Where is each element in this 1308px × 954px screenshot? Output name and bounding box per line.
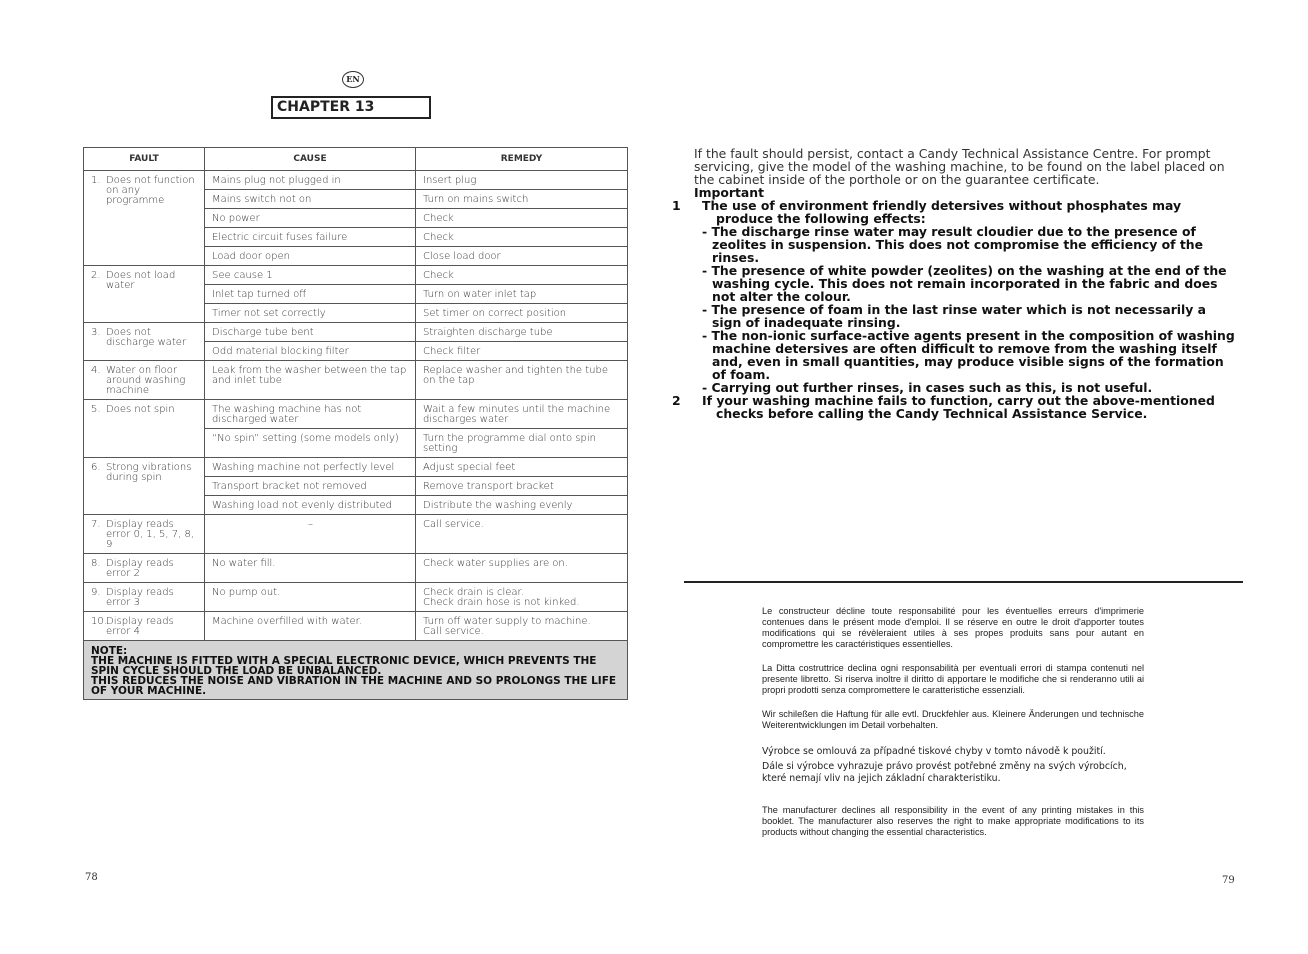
fault-text: Water on floor around washing machine — [106, 365, 186, 396]
remedy-cell: Check filter — [416, 342, 628, 361]
effect-text: The presence of white powder (zeolites) on the washing at the end of the washing cycle. This does not remain incorporated in the fabric and does not alter the colour. — [711, 263, 1227, 304]
cause-cell: – — [205, 515, 416, 554]
item-2-text: If your washing machine fails to function, carry out the above-mentioned checks before calling the Candy Technical Assistance Service. — [702, 393, 1215, 421]
cause-cell: See cause 1 — [205, 266, 416, 285]
note-row — [84, 641, 628, 700]
effect-item — [694, 264, 1239, 303]
fault-text: Does not discharge water — [106, 327, 187, 348]
cause-cell: Mains switch not on — [205, 190, 416, 209]
table-row — [84, 400, 628, 429]
disclaimer-italian: La Ditta costruttrice declina ogni responsabilità per eventuali errori di stampa contenuti nel presente libretto. Si riserva inoltre il diritto di apportare le modifiche che si renderanno utili ai propri prodotti senza compromettere le caratteristiche essenziali. — [762, 663, 1144, 695]
fault-text: Strong vibrations during spin — [106, 462, 192, 483]
remedy-cell: Turn the programme dial onto spin setting — [416, 429, 628, 458]
cause-cell: No pump out. — [205, 583, 416, 612]
cause-cell: Inlet tap turned off — [205, 285, 416, 304]
effect-text: Carrying out further rinses, in cases such as this, is not useful. — [711, 380, 1153, 395]
cause-cell: Machine overfilled with water. — [205, 612, 416, 641]
fault-number: 8. — [91, 558, 101, 569]
cause-cell: The washing machine has not discharged water — [205, 400, 416, 429]
important-item-1 — [672, 198, 1239, 226]
remedy-cell: Turn on water inlet tap — [416, 285, 628, 304]
fault-number: 6. — [91, 462, 101, 473]
table-row — [84, 612, 628, 641]
fault-cell — [84, 266, 205, 323]
fault-text: Display reads error 2 — [106, 558, 174, 579]
remedy-cell: Distribute the washing evenly — [416, 496, 628, 515]
note-cell — [84, 641, 628, 700]
table-row — [84, 361, 628, 400]
header-fault: FAULT — [84, 148, 205, 171]
important-item-2 — [672, 393, 1239, 421]
cause-cell: No water fill. — [205, 554, 416, 583]
cause-cell: Transport bracket not removed — [205, 477, 416, 496]
fault-number: 1. — [91, 175, 101, 186]
fault-cell — [84, 361, 205, 400]
cause-cell: Washing load not evenly distributed — [205, 496, 416, 515]
chapter-title: CHAPTER 13 — [271, 96, 431, 119]
cause-cell: “No spin” setting (some models only) — [205, 429, 416, 458]
horizontal-rule — [684, 581, 1243, 583]
effect-text: The presence of foam in the last rinse water which is not necessarily a sign of inadequate rinsing. — [711, 302, 1207, 330]
fault-cell — [84, 458, 205, 515]
disclaimer-czech-2: Dále si výrobce vyhrazuje právo provést potřebné změny na svých výrobcích, které nemají vliv na jejich základní charakteristiku. — [762, 761, 1127, 784]
cause-cell: Timer not set correctly — [205, 304, 416, 323]
table-row — [84, 583, 628, 612]
fault-number: 2. — [91, 270, 101, 281]
table-body — [84, 171, 628, 641]
fault-cell — [84, 323, 205, 361]
item-2-number: 2 — [672, 393, 681, 408]
cause-cell: Mains plug not plugged in — [205, 171, 416, 190]
fault-text: Does not function on any programme — [106, 175, 195, 206]
cause-cell: Leak from the washer between the tap and inlet tube — [205, 361, 416, 400]
disclaimers — [762, 606, 1144, 851]
dash-marker: - — [702, 380, 712, 395]
effect-text: The discharge rinse water may result cloudier due to the presence of zeolites in suspension. This does not compromise the efficiency of the rinses. — [711, 224, 1204, 265]
remedy-cell: Check — [416, 228, 628, 247]
dash-marker: - — [702, 263, 712, 278]
fault-cell — [84, 583, 205, 612]
fault-number: 3. — [91, 327, 101, 338]
table-row — [84, 554, 628, 583]
fault-number: 4. — [91, 365, 101, 376]
remedy-cell: Set timer on correct position — [416, 304, 628, 323]
page-number-left: 78 — [85, 872, 98, 883]
intro-paragraph: If the fault should persist, contact a Candy Technical Assistance Centre. For prompt servicing, give the model of the washing machine, to be found on the label placed on the cabinet inside of the porthole or on the guarantee certificate. — [694, 146, 1225, 187]
dash-marker: - — [702, 328, 712, 343]
fault-cell — [84, 515, 205, 554]
effect-item — [694, 225, 1239, 264]
fault-number: 10. — [91, 616, 107, 627]
table-row — [84, 323, 628, 342]
fault-number: 5. — [91, 404, 101, 415]
important-heading: Important — [694, 185, 765, 200]
disclaimer-czech-1: Výrobce se omlouvá za případné tiskové chyby v tomto návodě k použití. — [762, 746, 1106, 757]
fault-number: 7. — [91, 519, 101, 530]
effect-text: The non-ionic surface-active agents present in the composition of washing machine detersives are often difficult to remove from the washing itself and, even in small quantities, may produce visible signs of the formation of foam. — [711, 328, 1235, 382]
remedy-cell: Check — [416, 266, 628, 285]
item-1-number: 1 — [672, 198, 681, 213]
remedy-cell: Close load door — [416, 247, 628, 266]
item-1-text: The use of environment friendly detersives without phosphates may produce the following effects: — [702, 198, 1182, 226]
fault-cell — [84, 171, 205, 266]
table-row — [84, 458, 628, 477]
important-section — [672, 146, 1239, 421]
fault-cell — [84, 554, 205, 583]
troubleshooting-table — [83, 147, 628, 700]
remedy-cell: Remove transport bracket — [416, 477, 628, 496]
table-row — [84, 266, 628, 285]
remedy-cell: Adjust special feet — [416, 458, 628, 477]
disclaimer-french: Le constructeur décline toute responsabilité pour les éventuelles erreurs d'imprimerie contenues dans le présent mode d'emploi. Il se réserve en outre le droit d'apporter toutes modifications qui se révèleraient utiles à ses propes produits sans pour autant en compromettre les caractéristiques essentielles. — [762, 606, 1144, 649]
fault-cell — [84, 612, 205, 641]
remedy-cell: Call service. — [416, 515, 628, 554]
note-line-2: THIS REDUCES THE NOISE AND VIBRATION IN THE MACHINE AND SO PROLONGS THE LIFE OF YOUR MACHINE. — [91, 675, 617, 697]
disclaimer-english: The manufacturer declines all responsibility in the event of any printing mistakes in this booklet. The manufacturer also reserves the right to make appropriate modifications to its products without changing the essential characteristics. — [762, 805, 1144, 837]
language-badge: EN — [342, 71, 364, 88]
remedy-cell: Wait a few minutes until the machine discharges water — [416, 400, 628, 429]
remedy-cell: Turn off water supply to machine. Call service. — [416, 612, 628, 641]
disclaimer-german: Wir schileßen die Haftung für alle evtl. Druckfehler aus. Kleinere Änderungen und technische Weiterentwicklungen im Detail vorbehalten. — [762, 709, 1144, 730]
cause-cell: No power — [205, 209, 416, 228]
effects-list — [694, 225, 1239, 394]
remedy-cell: Check water supplies are on. — [416, 554, 628, 583]
header-remedy: REMEDY — [416, 148, 628, 171]
effect-item — [694, 303, 1239, 329]
cause-cell: Odd material blocking filter — [205, 342, 416, 361]
fault-text: Does not spin — [106, 404, 175, 415]
fault-number: 9. — [91, 587, 101, 598]
fault-cell — [84, 400, 205, 458]
remedy-cell: Straighten discharge tube — [416, 323, 628, 342]
note-line-1: THE MACHINE IS FITTED WITH A SPECIAL ELECTRONIC DEVICE, WHICH PREVENTS THE SPIN CYCLE SHOULD THE LOAD BE UNBALANCED. — [91, 655, 597, 677]
cause-cell: Discharge tube bent — [205, 323, 416, 342]
remedy-cell: Insert plug — [416, 171, 628, 190]
cause-cell: Electric circuit fuses failure — [205, 228, 416, 247]
cause-cell: Washing machine not perfectly level — [205, 458, 416, 477]
fault-text: Display reads error 0, 1, 5, 7, 8, 9 — [106, 519, 194, 550]
dash-marker: - — [702, 302, 712, 317]
fault-text: Does not load water — [106, 270, 176, 291]
remedy-cell: Check — [416, 209, 628, 228]
dash-marker: - — [702, 224, 712, 239]
table-row — [84, 515, 628, 554]
header-cause: CAUSE — [205, 148, 416, 171]
remedy-cell: Turn on mains switch — [416, 190, 628, 209]
fault-text: Display reads error 4 — [106, 616, 174, 637]
effect-item — [694, 329, 1239, 381]
note-title: NOTE: — [91, 645, 128, 657]
remedy-cell: Check drain is clear. Check drain hose is not kinked. — [416, 583, 628, 612]
fault-text: Display reads error 3 — [106, 587, 174, 608]
page-number-right: 79 — [1222, 875, 1235, 886]
table-row — [84, 171, 628, 190]
cause-cell: Load door open — [205, 247, 416, 266]
remedy-cell: Replace washer and tighten the tube on the tap — [416, 361, 628, 400]
table-header-row — [84, 148, 628, 171]
